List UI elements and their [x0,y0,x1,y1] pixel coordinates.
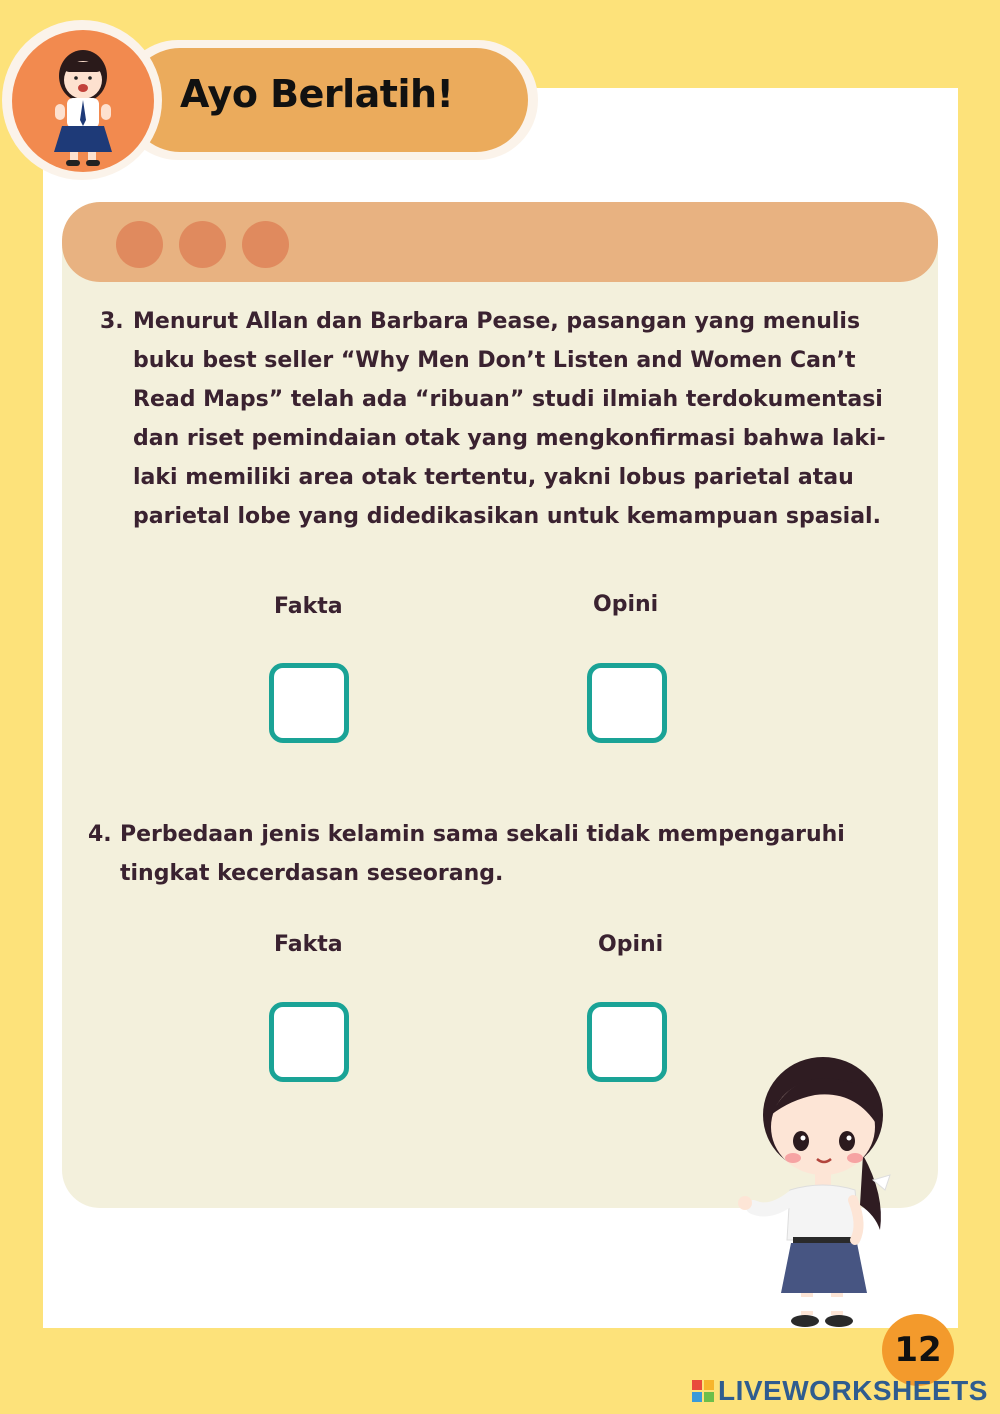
student-avatar [12,30,154,172]
liveworksheets-brand[interactable] [692,1374,988,1408]
page-title: Ayo Berlatih! [180,72,454,116]
checkbox-fakta-q3[interactable] [269,663,349,743]
option-label-fakta: Fakta [274,932,343,957]
window-dot [179,221,226,268]
brand-name: LIVEWORKSHEETS [718,1375,988,1406]
window-dot [242,221,289,268]
checkbox-opini-q3[interactable] [587,663,667,743]
option-label-opini: Opini [593,592,659,617]
question-4 [88,815,918,893]
window-dot [116,221,163,268]
page-number-badge: 12 [882,1314,954,1386]
student-girl-icon [12,30,154,172]
option-label-opini: Opini [598,932,664,957]
liveworksheets-logo-icon [692,1380,714,1402]
pointing-girl-illustration [735,1055,900,1330]
question-text: Menurut Allan dan Barbara Pease, pasangan yang menulis buku best seller “Why Men Don’t Listen and Women Can’t Read Maps” telah ada “ribuan” studi ilmiah terdokumentasi dan riset pemindaian otak yang mengkonfirmasi bahwa laki-laki memiliki area otak tertentu, yakni lobus parietal atau parietal lobe yang didedikasikan untuk kemampuan spasial. [133,309,886,529]
card-title-bar [62,202,938,282]
checkbox-opini-q4[interactable] [587,1002,667,1082]
question-number: 4. [88,822,112,847]
question-number: 3. [100,309,124,334]
question-text: Perbedaan jenis kelamin sama sekali tidak mempengaruhi tingkat kecerdasan seseorang. [120,822,845,886]
option-label-fakta: Fakta [274,594,343,619]
checkbox-fakta-q4[interactable] [269,1002,349,1082]
question-3 [100,302,900,536]
